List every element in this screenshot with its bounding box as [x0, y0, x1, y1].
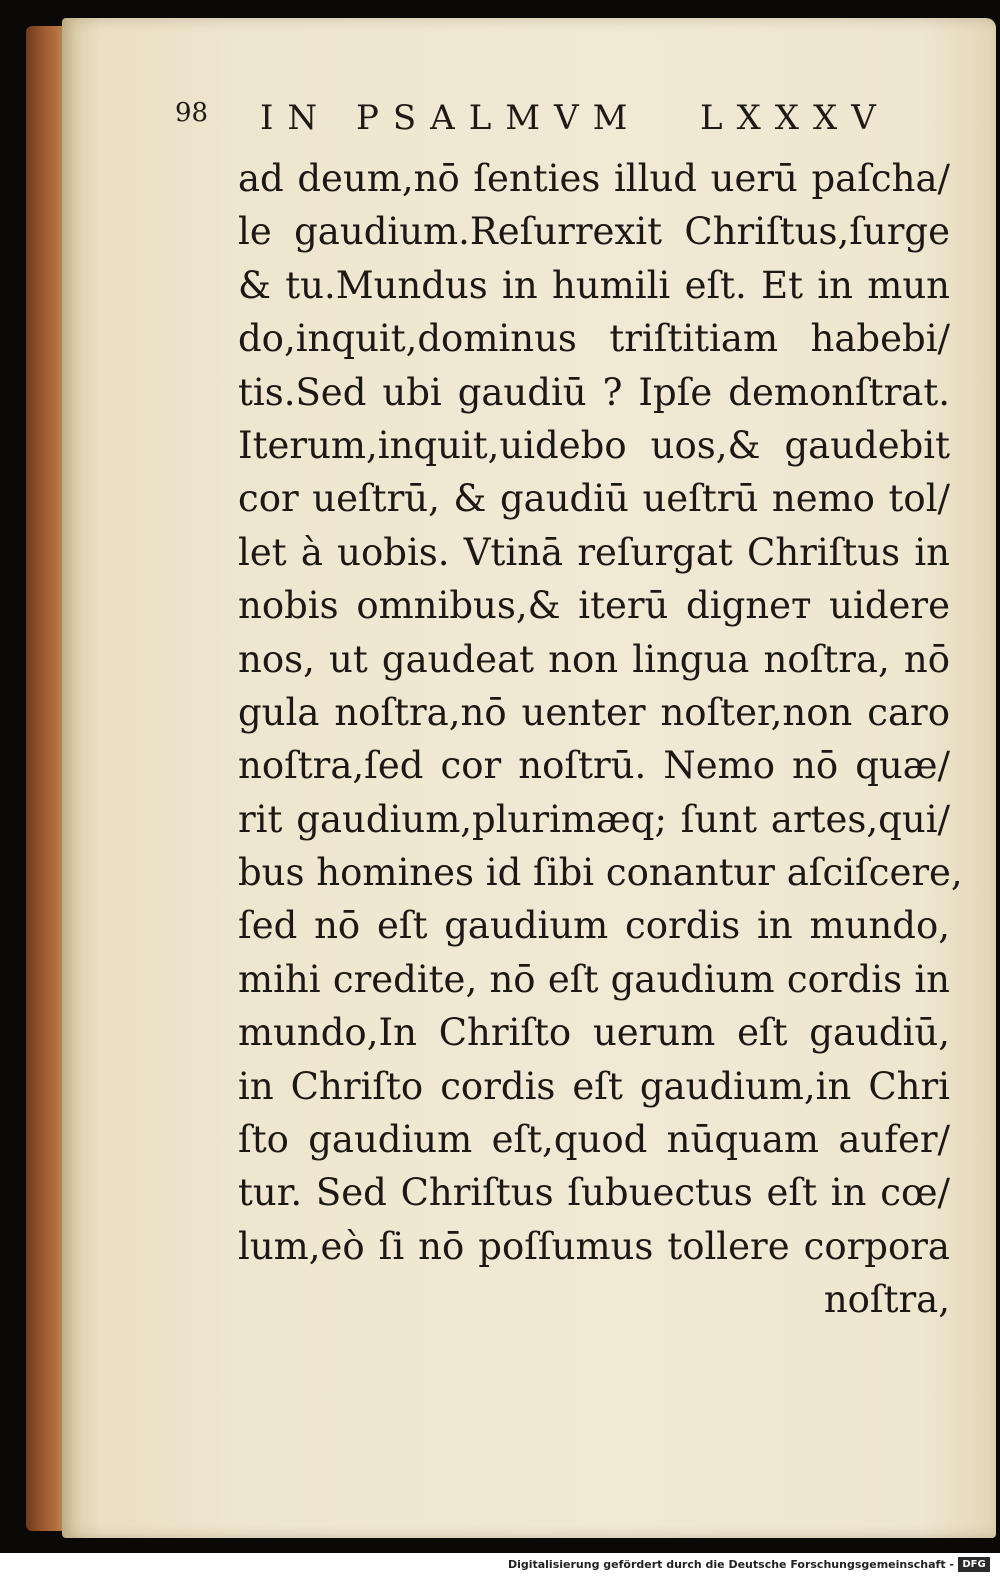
- text-line: gula noſtra,nō uenter noſter,non caro: [238, 690, 950, 734]
- text-line: ad deum,nō ſenties illud uerū paſcha/: [238, 157, 950, 200]
- text-line: lum,eò ſi nō poſſumus tollere corpora: [238, 1224, 950, 1268]
- text-line: in Chriſto cordis eſt gaudium,in Chri: [238, 1064, 950, 1108]
- page-number: 98: [175, 98, 209, 128]
- text-line: cor ueſtrū, & gaudiū ueſtrū nemo tol/: [238, 477, 950, 521]
- catchword: noſtra,: [823, 1278, 950, 1322]
- digitization-credit: Digitalisierung gefördert durch die Deutsche Forschungsgemeinschaft -: [507, 1558, 954, 1571]
- text-line: tur. Sed Chriſtus ſubuectus eſt in cœ/: [238, 1171, 950, 1215]
- running-head: [175, 98, 895, 148]
- text-line: let à uobis. Vtinā reſurgat Chriſtus in: [238, 530, 950, 574]
- text-line: mihi credite, nō eſt gaudium cordis in: [238, 957, 950, 1001]
- text-line: noſtra,ſed cor noſtrū. Nemo nō quæ/: [238, 744, 950, 788]
- running-head-title: IN PSALMVM: [260, 98, 642, 138]
- text-line: ſed nō eſt gaudium cordis in mundo,: [238, 904, 950, 948]
- running-head-psalm-number: LXXXV: [700, 98, 890, 138]
- text-line: do,inquit,dominus triſtitiam habebi/: [238, 317, 950, 361]
- text-line: bus homines id ſibi conantur aſciſcere,: [238, 851, 963, 895]
- text-line: nos, ut gaudeat non lingua noſtra, nō: [238, 637, 950, 681]
- text-line: Iterum,inquit,uidebo uos,& gaudebit: [238, 423, 950, 467]
- text-line: nobis omnibus,& iterū digneт uidere: [238, 584, 950, 628]
- text-line: ſto gaudium eſt,quod nūquam aufer/: [238, 1118, 950, 1162]
- body-text: [238, 152, 963, 1327]
- text-line: le gaudium.Reſurrexit Chriſtus,ſurge: [238, 210, 950, 254]
- text-line: rit gaudium,plurimæq; ſunt artes,qui/: [238, 797, 950, 841]
- text-line: & tu.Mundus in humili eſt. Et in mun: [238, 263, 950, 307]
- text-line: tis.Sed ubi gaudiū ? Ipſe demonſtrat.: [238, 370, 950, 414]
- text-line: mundo,In Chriſto uerum eſt gaudiū,: [238, 1011, 950, 1055]
- dfg-logo: DFG: [958, 1557, 990, 1572]
